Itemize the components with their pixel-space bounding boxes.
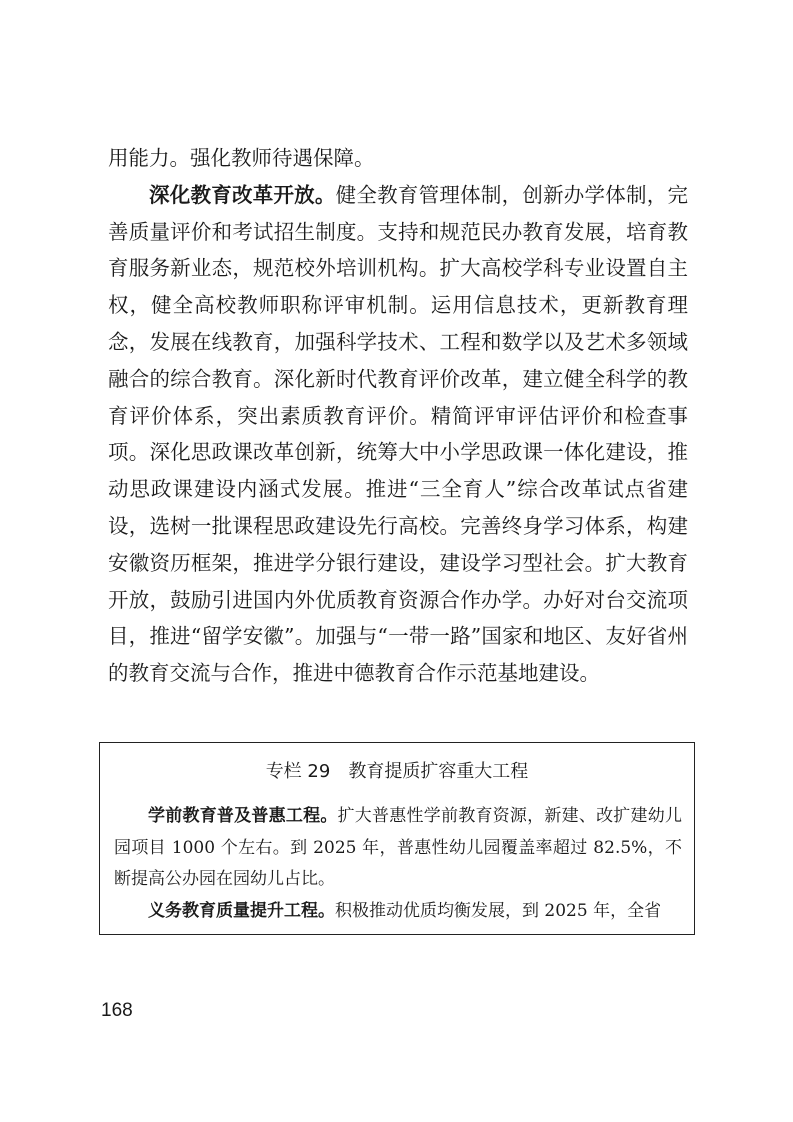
compulsory-education-paragraph: [114, 896, 682, 928]
column-box: [99, 742, 695, 935]
preschool-project-paragraph: [114, 801, 682, 896]
reform-paragraph: [108, 177, 688, 692]
preschool-project-text: 扩大普惠性学前教育资源，新建、改扩建幼儿园项目 1000 个左右。到 2025 年，普惠性幼儿园覆盖率超过 82.5%，不断提高公办园在园幼儿占比。: [114, 806, 683, 889]
compulsory-education-text: 积极推动优质均衡发展，到 2025 年，全省: [335, 900, 662, 921]
reform-paragraph-heading: 深化教育改革开放。: [149, 182, 336, 207]
compulsory-education-heading: 义务教育质量提升工程。: [148, 900, 335, 921]
column-box-title: 专栏 29 教育提质扩容重大工程: [265, 761, 529, 782]
preschool-project-heading: 学前教育普及普惠工程。: [148, 806, 338, 826]
continuation-paragraph: 用能力。强化教师待遇保障。: [108, 146, 375, 170]
page-number: 168: [101, 1000, 133, 1021]
main-text: [108, 140, 688, 692]
reform-paragraph-text: 健全教育管理体制，创新办学体制，完善质量评价和考试招生制度。支持和规范民办教育发展，培育教育服务新业态，规范校外培训机构。扩大高校学科专业设置自主权，健全高校教师职称评审机制。运用信息技术，更新教育理念，发展在线教育，加强科学技术、工程和数学以及艺术多领域融合的综合教育。深化新时代教育评价改革，建立健全科学的教育评价体系，突出素质教育评价。精简评审评估评价和检查事项。深化思政课改革创新，统筹大中小学思政课一体化建设，推动思政课建设内涵式发展。推进“三全育人”综合改革试点省建设，选树一批课程思政建设先行高校。完善终身学习体系，构建安徽资历框架，推进学分银行建设，建设学习型社会。扩大教育开放，鼓励引进国内外优质教育资源合作办学。办好对台交流项目，推进“留学安徽”。加强与“一带一路”国家和地区、友好省州的教育交流与合作，推进中德教育合作示范基地建设。: [108, 182, 689, 686]
column-box-body: [114, 801, 682, 927]
